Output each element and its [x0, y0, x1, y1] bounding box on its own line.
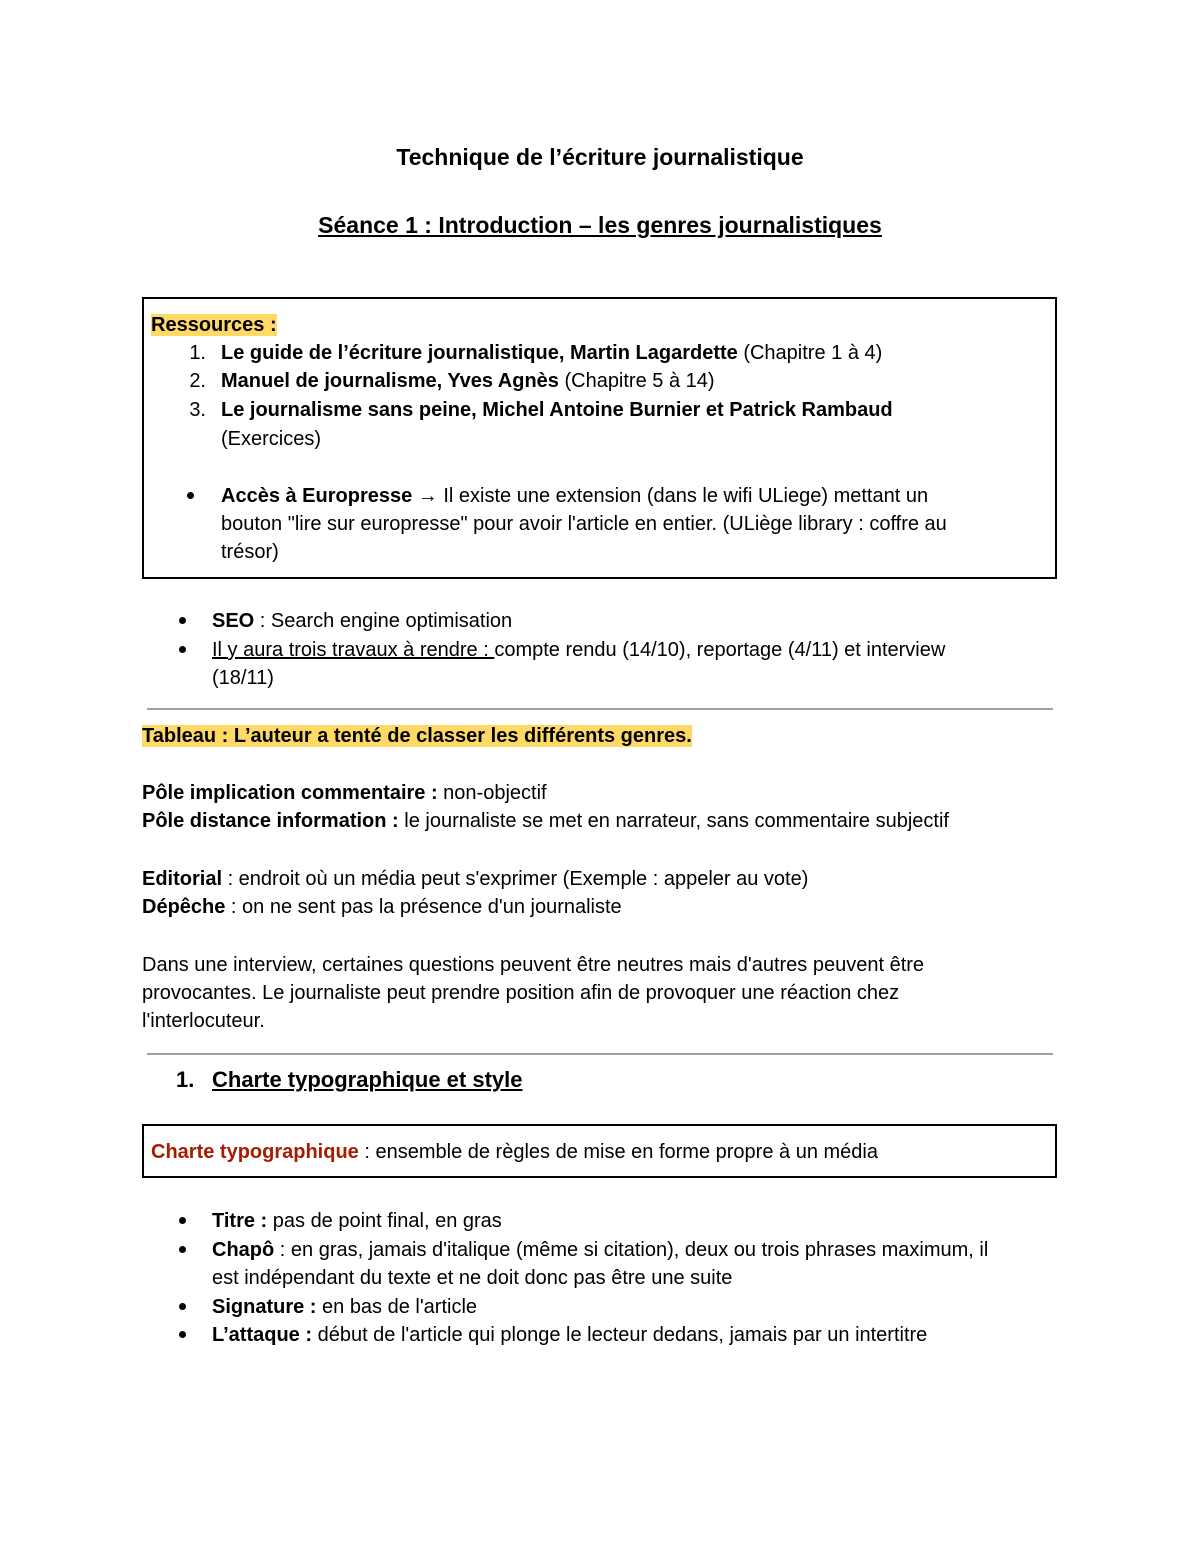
document-title: Technique de l’écriture journalistique: [396, 144, 804, 170]
rule-item: Titre : pas de point final, en gras: [212, 1210, 502, 1232]
session-title: [0, 211, 1200, 239]
pole-definition: Pôle implication commentaire : non-objectif: [142, 782, 547, 804]
resource-number: 1.: [189, 342, 206, 364]
note-item-continuation: (18/11): [212, 667, 274, 689]
resource-number: 2.: [189, 370, 206, 392]
bullet-icon: [187, 492, 194, 499]
bullet-icon: [179, 1217, 186, 1224]
note-item: Il y aura trois travaux à rendre : compte rendu (14/10), reportage (4/11) et interview: [212, 639, 946, 661]
resource-item: Manuel de journalisme, Yves Agnès (Chapitre 5 à 14): [221, 370, 715, 392]
resources-label: Ressources :: [151, 314, 277, 336]
resource-number: 3.: [189, 399, 206, 421]
bullet-icon: [179, 1303, 186, 1310]
rule-item: L’attaque : début de l'article qui plonge le lecteur dedans, jamais par un intertitre: [212, 1324, 928, 1346]
section-number: 1.: [176, 1067, 195, 1092]
paragraph-line: Dans une interview, certaines questions peuvent être neutres mais d'autres peuvent être: [142, 954, 925, 976]
pole-definition: Pôle distance information : le journaliste se met en narrateur, sans commentaire subjectif: [142, 810, 949, 832]
resource-item-continuation: (Exercices): [221, 428, 322, 450]
resource-item: Le guide de l’écriture journalistique, Martin Lagardette (Chapitre 1 à 4): [221, 342, 883, 364]
europresse-line: bouton "lire sur europresse" pour avoir l'article en entier. (ULiège library : coffre au: [221, 513, 947, 535]
europresse-access: Accès à Europresse → Il existe une extension (dans le wifi ULiege) mettant un: [221, 485, 929, 507]
bullet-icon: [179, 1331, 186, 1338]
note-item: SEO : Search engine optimisation: [212, 610, 513, 632]
genre-definition: Dépêche : on ne sent pas la présence d'un journaliste: [142, 896, 622, 918]
europresse-line: trésor): [221, 541, 279, 563]
table-note: Tableau : L’auteur a tenté de classer les différents genres.: [142, 725, 692, 747]
bullet-icon: [179, 1246, 186, 1253]
paragraph-line: provocantes. Le journaliste peut prendre position afin de provoquer une réaction chez: [142, 982, 900, 1004]
bullet-icon: [179, 646, 186, 653]
resource-item: Le journalisme sans peine, Michel Antoine Burnier et Patrick Rambaud: [221, 399, 893, 421]
charte-definition: Charte typographique : ensemble de règles de mise en forme propre à un média: [151, 1141, 878, 1163]
rule-item: Chapô : en gras, jamais d'italique (même si citation), deux ou trois phrases maximum, il: [212, 1239, 989, 1261]
divider: [147, 708, 1053, 710]
rule-item: Signature : en bas de l'article: [212, 1296, 478, 1318]
paragraph-line: l'interlocuteur.: [142, 1010, 265, 1032]
section-heading: Charte typographique et style: [212, 1067, 523, 1092]
session-title-text: Séance 1 : Introduction – les genres journalistiques: [318, 212, 882, 238]
divider: [147, 1053, 1053, 1055]
bullet-icon: [179, 617, 186, 624]
rule-item-continuation: est indépendant du texte et ne doit donc pas être une suite: [212, 1267, 733, 1289]
genre-definition: Editorial : endroit où un média peut s'exprimer (Exemple : appeler au vote): [142, 868, 809, 890]
